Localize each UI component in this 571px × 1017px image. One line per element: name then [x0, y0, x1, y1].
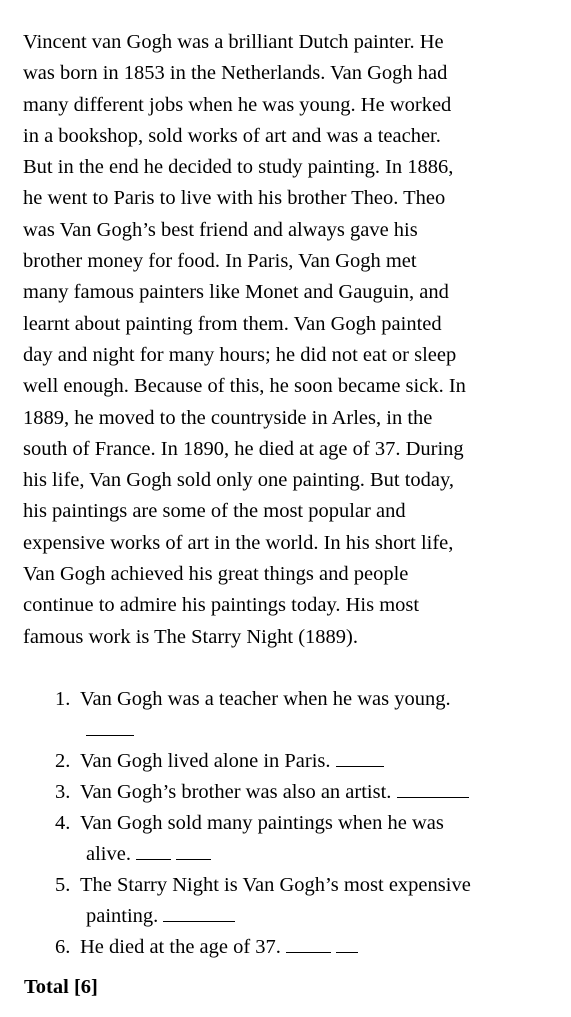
question-item [0, 777, 571, 808]
question-text: He died at the age of 37. [80, 936, 281, 958]
question-number: 4. [55, 812, 71, 834]
question-continuation: alive. [86, 843, 131, 865]
question-item [0, 746, 571, 777]
answer-blank[interactable] [336, 750, 384, 767]
question-number: 6. [55, 936, 71, 958]
question-number: 1. [55, 688, 71, 710]
answer-blank[interactable] [397, 781, 469, 798]
question-text: Van Gogh lived alone in Paris. [80, 750, 331, 772]
question-number: 3. [55, 781, 71, 803]
answer-blank[interactable] [86, 719, 134, 736]
question-item [0, 684, 571, 746]
question-text: Van Gogh was a teacher when he was young. [80, 688, 451, 710]
question-number: 2. [55, 750, 71, 772]
passage-line: his paintings are some of the most popular and [23, 500, 406, 523]
passage-line: he went to Paris to live with his brother Theo. Theo [23, 187, 446, 210]
passage-line: But in the end he decided to study painting. In 1886, [23, 156, 454, 179]
passage-line: Van Gogh achieved his great things and people [23, 563, 409, 586]
reading-passage [23, 27, 563, 653]
passage-line: expensive works of art in the world. In his short life, [23, 531, 454, 554]
passage-line: was Van Gogh’s best friend and always gave his [23, 218, 418, 241]
question-continuation: painting. [86, 905, 159, 927]
answer-blank[interactable] [163, 905, 235, 922]
question-text: Van Gogh’s brother was also an artist. [80, 781, 392, 803]
passage-line: his life, Van Gogh sold only one painting. But today, [23, 469, 455, 492]
passage-line: many different jobs when he was young. He worked [23, 93, 452, 116]
passage-line: famous work is The Starry Night (1889). [23, 625, 358, 648]
passage-line: Vincent van Gogh was a brilliant Dutch painter. He [23, 31, 444, 53]
answer-blank[interactable] [336, 936, 358, 953]
question-item [0, 808, 571, 870]
passage-line: day and night for many hours; he did not eat or sleep [23, 343, 457, 366]
answer-blank[interactable] [176, 843, 211, 860]
passage-line: 1889, he moved to the countryside in Arles, in the [23, 406, 433, 429]
passage-line: was born in 1853 in the Netherlands. Van Gogh had [23, 62, 448, 85]
question-text: Van Gogh sold many paintings when he was [80, 812, 444, 834]
question-number: 5. [55, 874, 71, 896]
total-score-label: Total [6] [24, 976, 98, 998]
passage-line: south of France. In 1890, he died at age of 37. During [23, 437, 464, 460]
answer-blank[interactable] [286, 936, 331, 953]
passage-line: learnt about painting from them. Van Gogh painted [23, 312, 442, 335]
passage-line: many famous painters like Monet and Gauguin, and [23, 281, 449, 304]
passage-line: continue to admire his paintings today. His most [23, 594, 420, 617]
passage-line: well enough. Because of this, he soon became sick. In [23, 375, 466, 398]
question-list [0, 684, 571, 963]
passage-line: brother money for food. In Paris, Van Gogh met [23, 250, 417, 273]
question-item [0, 870, 571, 932]
answer-blank[interactable] [136, 843, 171, 860]
question-text: The Starry Night is Van Gogh’s most expensive [80, 874, 471, 896]
question-item [0, 932, 571, 963]
passage-line: in a bookshop, sold works of art and was a teacher. [23, 124, 441, 147]
